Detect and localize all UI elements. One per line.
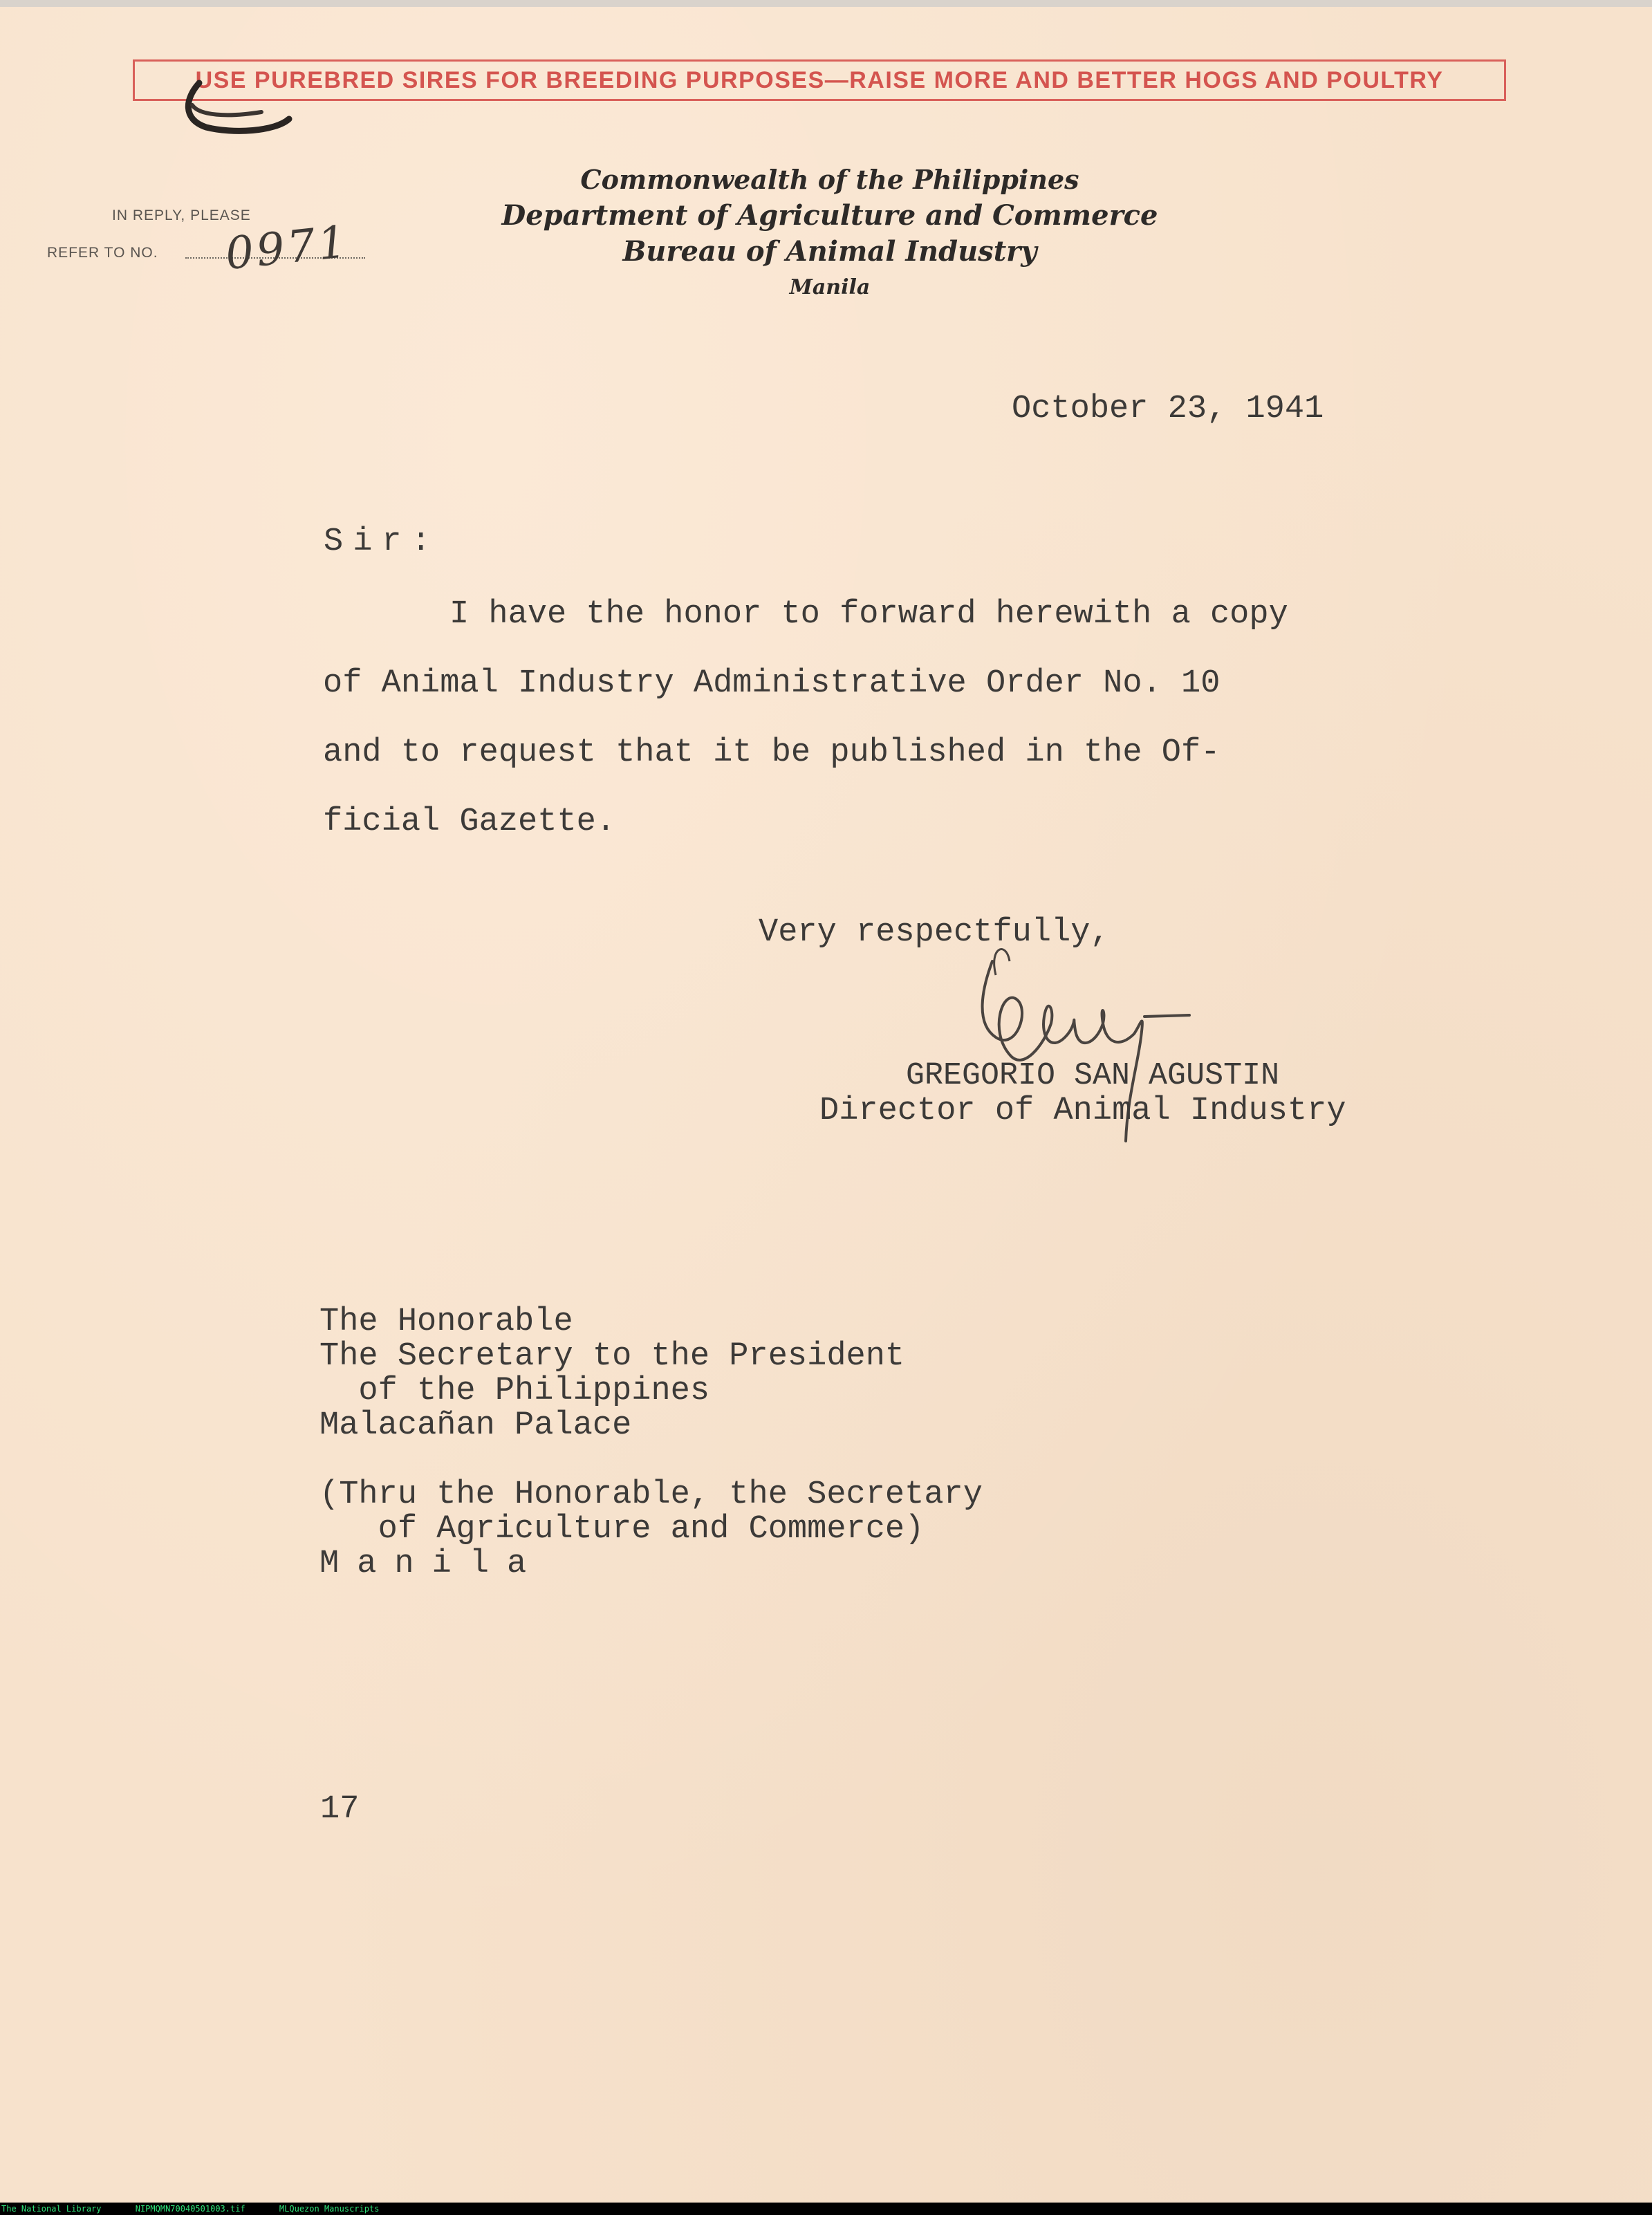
addressee-line: The Honorable [319,1304,573,1340]
scan-footer [0,2203,1652,2215]
body-line: ficial Gazette. [323,804,616,840]
paper-clip-mark [178,77,296,140]
body-line: of Animal Industry Administrative Order No. 10 [323,665,1221,702]
refer-label: REFER TO NO. [47,245,158,261]
closing: Very respectfully, [759,914,1110,951]
body-line: I have the honor to forward herewith a copy [449,596,1288,633]
letterhead [484,162,1176,306]
salutation: Sir: [324,523,440,560]
signatory-title: Director of Animal Industry [819,1093,1346,1129]
footer-filename: NIPMQMN70040501003.tif [135,2204,245,2214]
addressee-line: of Agriculture and Commerce) [319,1511,925,1548]
addressee-line: (Thru the Honorable, the Secretary [319,1476,983,1513]
body-line: and to request that it be published in the Of- [323,734,1221,771]
addressee-line: of the Philippines [319,1373,710,1409]
footer-collection: MLQuezon Manuscripts [279,2204,380,2214]
page-number: 17 [320,1791,360,1828]
signatory-name: GREGORIO SAN AGUSTIN [906,1058,1280,1093]
addressee-city: Manila [319,1546,545,1582]
letterhead-city: Manila [789,275,871,299]
scan-edge [0,0,1652,7]
reply-label: IN REPLY, PLEASE [112,207,251,223]
slogan-banner: USE PUREBRED SIRES FOR BREEDING PURPOSES—RAISE MORE AND BETTER HOGS AND POULTRY [133,59,1506,101]
addressee-line: The Secretary to the President [319,1338,905,1375]
letterhead-commonwealth: Commonwealth of the Philippines [580,164,1079,195]
letterhead-bureau: Bureau of Animal Industry [622,235,1037,268]
letter-date: October 23, 1941 [1012,391,1324,427]
letterhead-department: Department of Agriculture and Commerce [501,199,1158,232]
reference-number: 0971 [223,216,352,281]
footer-library: The National Library [1,2204,102,2214]
addressee-line: Malacañan Palace [319,1407,632,1444]
